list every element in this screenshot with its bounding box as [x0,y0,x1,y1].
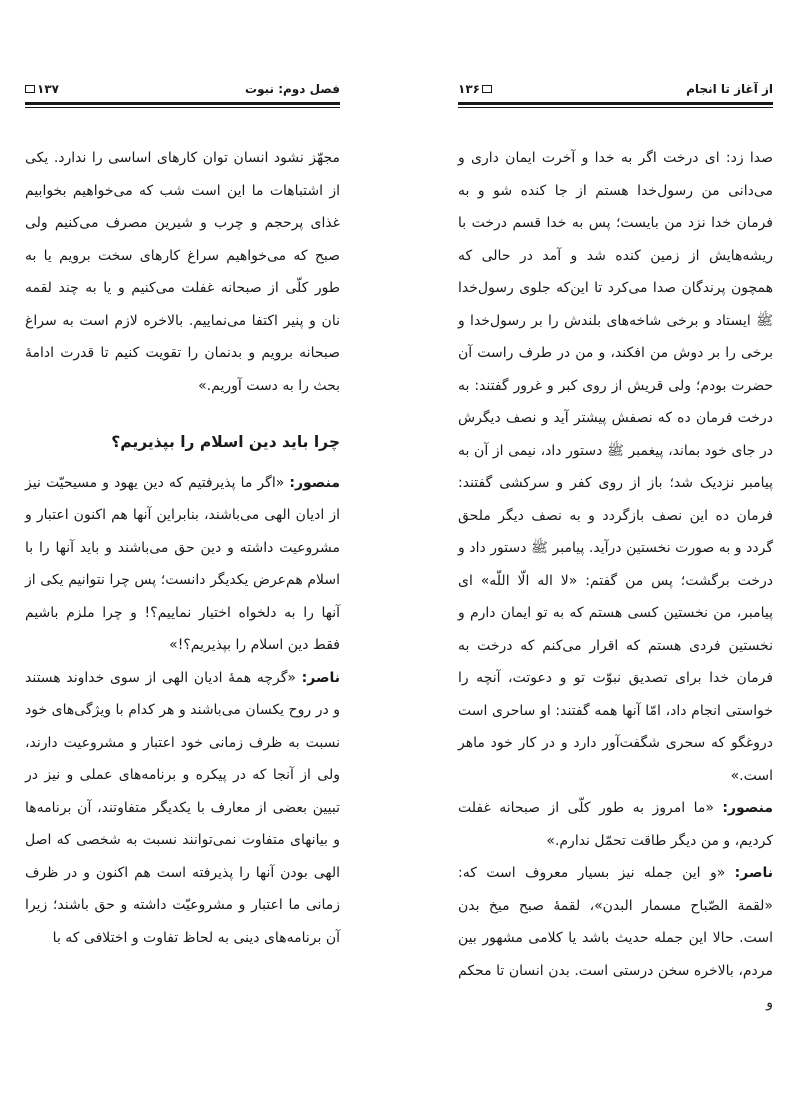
header-rule-thin [25,107,340,108]
left-page-number: ۱۳۷ [37,82,59,96]
speaker-label: ناصر: [301,669,340,686]
right-page [458,80,773,1020]
speaker-label: ناصر: [734,865,773,881]
paragraph-text: «گرچه همهٔ ادیان الهی از سوی خداوند هستند و در روح یکسان می‌باشند و هر کدام با ویژگی‌های خود نسبت به ظرف زمانی خود اعتبار و مشروعیت دارند، ولی از آنجا که در پیکره و برنامه‌های عملی و نیز در تبیین بعضی از معارف با یکدیگر متفاوتند، آن برنامه‌ها و بیانهای متفاوت نمی‌توانند نسبت به شخصی که اصل الهی بودن آنها را پذیرفته است هم اکنون و در ظرف زمانی ما اعتبار و مشروعیّت داشته و حق باشند؛ زیرا آن برنامه‌های دینی به لحاظ تفاوت و اختلافی که با [25,669,340,946]
section-heading: چرا باید دین اسلام را بپذیریم؟ [111,433,340,451]
page-box-icon [482,85,492,93]
right-page-header [458,80,773,102]
right-page-body [458,142,773,1020]
left-page [25,80,340,954]
speaker-label: منصور: [722,800,773,816]
header-rule-thick [458,102,773,105]
right-page-number: ۱۳۶ [458,82,480,96]
paragraph-text: «ما امروز به طور کلّی از صبحانه غفلت کردیم، و من دیگر طاقت تحمّل ندارم.» [458,800,773,849]
right-paragraph-1: صدا زد: ای درخت اگر به خدا و آخرت ایمان داری و می‌دانی من رسول‌خدا هستم از جا کنده شو و به فرمان خدا نزد من بایست؛ پس به خدا قسم درخت با ریشه‌هایش از زمین کنده شد و آمد در حالی که همچون پرندگان صدا می‌کرد تا این‌که جلوی رسول‌خدا ﷺ ایستاد و برخی شاخه‌های بلندش را بر رسول‌خدا و برخی را بر دوش من افکند، و من در طرف راست آن حضرت بودم؛ ولی قریش از روی کبر و غرور گفتند: به درخت فرمان ده که نصفش پیشتر آید و نصف دیگرش در جای خود بماند، پیغمبر ﷺ دستور داد، نیمی از آن به پیامبر نزدیک شد؛ باز از روی کفر و سرکشی گفتند: فرمان ده این نصف بازگردد و به نصف دیگر ملحق گردد و به صورت نخستین درآید. پیامبر ﷺ دستور داد و درخت برگشت؛ پس من گفتم: «لا اله الّا اللّه» ای پیامبر، من نخستین کسی هستم که به تو ایمان دارم و نخستین فردی هستم که اقرار می‌کنم که درخت به فرمان خدا برای تصدیق نبوّت تو و دعوتت، آنچه را خواستی انجام داد، امّا آنها همه گفتند: او ساحری است دروغگو که سحری شگفت‌آور دارد و در کار خود ماهر است.» [458,150,773,784]
left-page-body [25,142,340,954]
paragraph-text: «و این جمله نیز بسیار معروف است که: «لقمة الصّباح مسمار البدن»، لقمهٔ صبح میخ بدن است. حالا این جمله حدیث باشد یا کلامی مشهور بین مردم، بالاخره سخن درستی است. بدن انسان تا محکم و [458,865,773,1011]
right-paragraph-3 [458,857,773,1020]
right-running-title: از آغاز تا انجام [686,82,773,96]
speaker-label: منصور: [289,474,340,491]
page-box-icon [25,85,35,93]
paragraph-text: «اگر ما پذیرفتیم که دین یهود و مسیحیّت نیز از ادیان الهی می‌باشند، بنابراین آنها هم اکنون اعتبار و مشروعیت داشته و دین حق می‌باشند و باید آنها را با اسلام هم‌عرض یکدیگر دانست؛ پس چرا نتوانیم یکی از آنها را به دلخواه اختیار نماییم؟! و چرا ملزم باشیم فقط دین اسلام را بپذیریم؟!» [25,474,340,653]
left-running-title: فصل دوم: نبوت [245,82,340,96]
left-paragraph-1 [25,467,340,662]
header-rule-thick [25,102,340,105]
right-paragraph-2 [458,792,773,857]
right-page-number-group [458,82,492,96]
left-page-header [25,80,340,102]
header-rule-thin [458,107,773,108]
left-page-number-group [25,82,59,96]
left-paragraph-2 [25,662,340,955]
left-intro-paragraph: مجهّز نشود انسان توان کارهای اساسی را ندارد. یکی از اشتباهات ما این است شب که می‌خواهیم بخوابیم غذای پرحجم و چرب و شیرین مصرف می‌کنیم ولی صبح که می‌خواهیم سراغ کارهای سخت برویم یا به طور کلّی از صبحانه غفلت می‌کنیم و یا به چند لقمه نان و پنیر اکتفا می‌نماییم. بالاخره لازم است به سراغ صبحانه برویم و بدنمان را تقویت کنیم تا قدرت ادامهٔ بحث را به دست آوریم.» [25,150,340,394]
